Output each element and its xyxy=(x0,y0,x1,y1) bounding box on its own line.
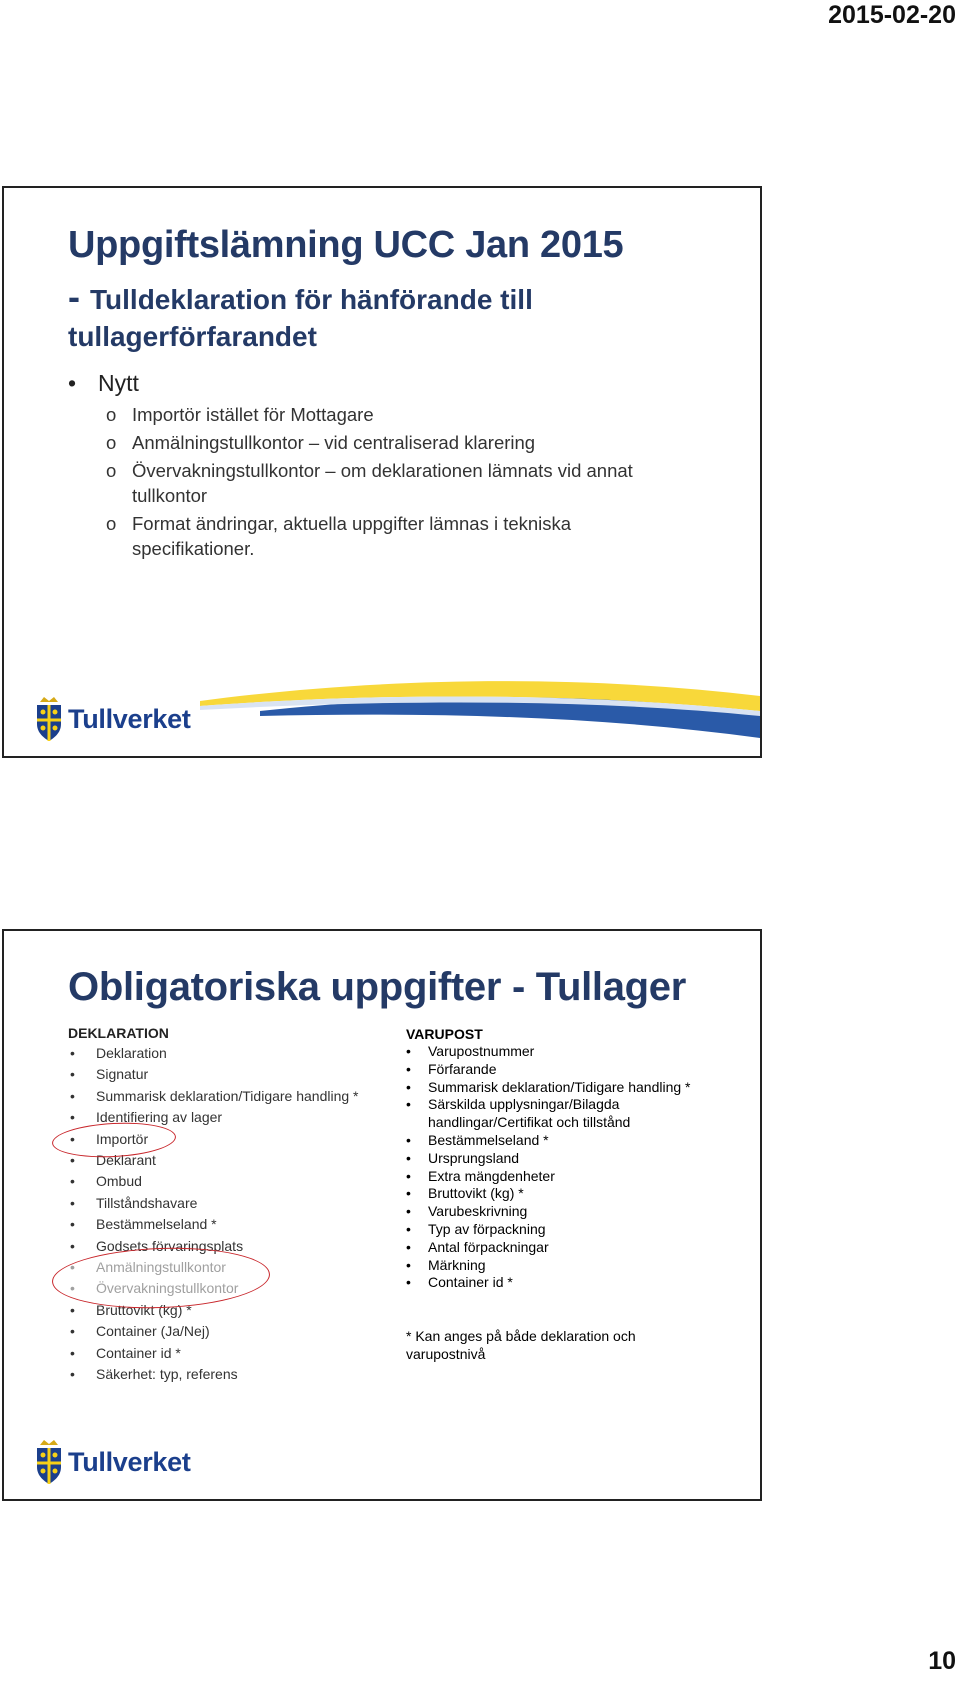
swoosh-decoration xyxy=(200,676,760,746)
slide-2-title: Obligatoriska uppgifter - Tullager xyxy=(68,965,687,1009)
list-item: • Förfarande xyxy=(404,1061,734,1079)
tullverket-logo xyxy=(34,696,191,742)
list-item: • Importör xyxy=(66,1129,396,1150)
list-item: • Säkerhet: typ, referens xyxy=(66,1364,396,1385)
slide-1 xyxy=(2,186,762,758)
list-item: • Bruttovikt (kg) * xyxy=(404,1185,734,1203)
right-column-list xyxy=(404,1043,734,1292)
list-item: • Extra mängdenheter xyxy=(404,1168,734,1186)
sub-bullet-marker: o xyxy=(106,513,117,534)
list-item: • Antal förpackningar xyxy=(404,1239,734,1257)
left-column-list xyxy=(66,1043,396,1386)
list-item: • Typ av förpackning xyxy=(404,1221,734,1239)
page-date: 2015-02-20 xyxy=(828,1,956,29)
list-item: • Signatur xyxy=(66,1064,396,1085)
slide-1-title: Uppgiftslämning UCC Jan 2015 xyxy=(68,224,624,266)
list-item: • Ursprungsland xyxy=(404,1150,734,1168)
bullet-text: Nytt xyxy=(98,370,139,396)
bullet-marker: • xyxy=(68,370,77,396)
list-item xyxy=(106,430,686,455)
footnote: * Kan anges på både deklaration och varupostnivå xyxy=(406,1328,636,1362)
list-item: • Container id * xyxy=(66,1343,396,1364)
list-item-text: Importör istället för Mottagare xyxy=(132,404,374,425)
list-item-text: Anmälningstullkontor – vid centraliserad klarering xyxy=(132,432,536,453)
right-column-heading: VARUPOST xyxy=(406,1026,483,1042)
list-item: • Varubeskrivning xyxy=(404,1203,734,1221)
sub-bullet-marker: o xyxy=(106,460,117,481)
list-item: • Godsets förvaringsplats xyxy=(66,1236,396,1257)
logo-text: Tullverket xyxy=(68,1446,191,1477)
list-item: • Märkning xyxy=(404,1257,734,1275)
list-item xyxy=(106,511,686,561)
list-item: • Bruttovikt (kg) * xyxy=(66,1300,396,1321)
bullet-nytt xyxy=(68,370,139,397)
slide-1-subtitle xyxy=(68,278,708,355)
list-item: • Tillståndshavare xyxy=(66,1193,396,1214)
list-item xyxy=(106,458,686,508)
slide-2 xyxy=(2,929,762,1501)
list-item: • Ombud xyxy=(66,1171,396,1192)
crest-icon xyxy=(34,696,64,742)
subtitle-dash: - xyxy=(68,276,80,317)
list-item: • Särskilda upplysningar/Bilagda handlingar/Certifikat och tillstånd xyxy=(404,1096,658,1132)
logo-text: Tullverket xyxy=(68,703,191,734)
subtitle-text: Tulldeklaration för hänförande till tullagerförfarandet xyxy=(68,284,533,352)
sub-bullet-list xyxy=(106,402,686,564)
list-item: • Container (Ja/Nej) xyxy=(66,1321,396,1342)
list-item: • Varupostnummer xyxy=(404,1043,734,1061)
tullverket-logo xyxy=(34,1439,191,1485)
list-item: • Summarisk deklaration/Tidigare handling * xyxy=(66,1086,396,1107)
list-item: • Övervakningstullkontor xyxy=(66,1278,396,1299)
list-item: • Identifiering av lager xyxy=(66,1107,396,1128)
sub-bullet-marker: o xyxy=(106,432,117,453)
list-item: • Deklaration xyxy=(66,1043,396,1064)
list-item: • Bestämmelseland * xyxy=(404,1132,734,1150)
list-item: • Anmälningstullkontor xyxy=(66,1257,396,1278)
list-item: • Deklarant xyxy=(66,1150,396,1171)
list-item: • Summarisk deklaration/Tidigare handling * xyxy=(404,1079,734,1097)
list-item-text: Format ändringar, aktuella uppgifter lämnas i tekniska specifikationer. xyxy=(132,513,572,559)
list-item xyxy=(106,402,686,427)
sub-bullet-marker: o xyxy=(106,404,117,425)
list-item: • Bestämmelseland * xyxy=(66,1214,396,1235)
crest-icon xyxy=(34,1439,64,1485)
page-number: 10 xyxy=(928,1647,956,1675)
list-item-text: Övervakningstullkontor – om deklarationen lämnats vid annat tullkontor xyxy=(132,460,633,506)
list-item: • Container id * xyxy=(404,1274,734,1292)
left-column-heading: DEKLARATION xyxy=(68,1025,169,1041)
